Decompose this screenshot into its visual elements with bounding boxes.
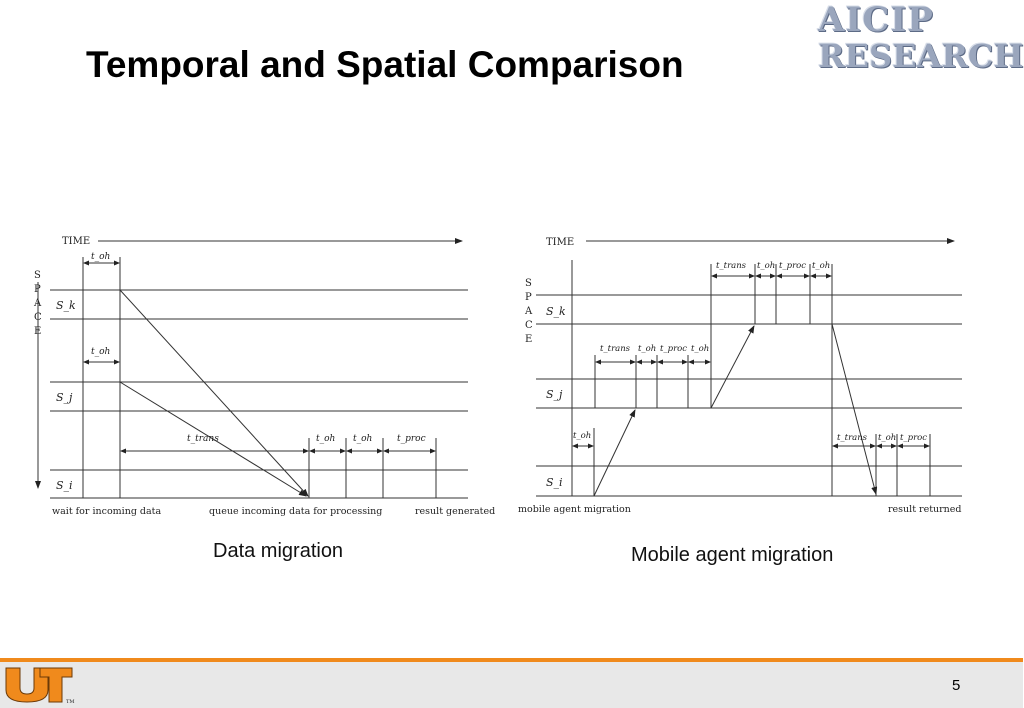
segment-label: t_trans [837,433,868,443]
space-letter: P [34,284,41,295]
page-number: 5 [952,677,961,694]
bottom-label: result returned [888,504,962,515]
data-migration-caption: Data migration [213,540,344,562]
space-letter: A [34,298,42,309]
bottom-label: wait for incoming data [52,506,162,517]
segment-label: t_oh [91,347,111,357]
segment-label: t_oh [638,344,657,354]
bottom-label: mobile agent migration [518,504,631,515]
segment-label: t_proc [397,434,426,444]
bottom-label: result generated [415,506,496,517]
ut-logo-icon [4,664,82,704]
segment-label: t_trans [600,344,631,354]
segment-label: t_oh [812,261,831,271]
space-letter: A [525,306,533,317]
svg-text:TM: TM [66,699,75,705]
space-letter: S [525,278,532,289]
segment-label: t_proc [779,261,807,271]
segment-label: t_oh [353,434,373,444]
segment-label: t_oh [91,252,111,262]
node-label-sj: S_j [546,388,563,401]
segment-label: t_oh [878,433,897,443]
mobile-agent-caption: Mobile agent migration [631,544,834,566]
aicip-research-logo: AICIP RESEARCH [818,0,1024,75]
node-label-si: S_i [546,476,563,489]
node-label-sk: S_k [546,305,566,318]
space-letter: E [34,326,42,337]
segment-label: t_trans [187,434,219,444]
slide-title: Temporal and Spatial Comparison [86,44,684,85]
segment-label: t_trans [716,261,747,271]
mobile-agent-migration-diagram [516,220,968,520]
segment-label: t_oh [757,261,776,271]
space-letter: E [525,334,533,345]
segment-label: t_proc [660,344,688,354]
bottom-label: queue incoming data for processing [209,506,383,517]
time-label: TIME [62,236,91,247]
node-label-sk: S_k [56,299,76,312]
segment-label: t_oh [316,434,336,444]
node-label-si: S_i [56,479,73,492]
node-label-sj: S_j [56,391,73,404]
segment-label: t_proc [900,433,928,443]
space-letter: P [525,292,532,303]
space-letter: C [34,312,42,323]
segment-label: t_oh [691,344,710,354]
space-letter: C [525,320,533,331]
segment-label: t_oh [573,431,592,441]
time-label: TIME [546,237,575,248]
footer-bar [0,662,1023,708]
data-migration-diagram [34,220,500,520]
space-letter: S [34,270,41,281]
